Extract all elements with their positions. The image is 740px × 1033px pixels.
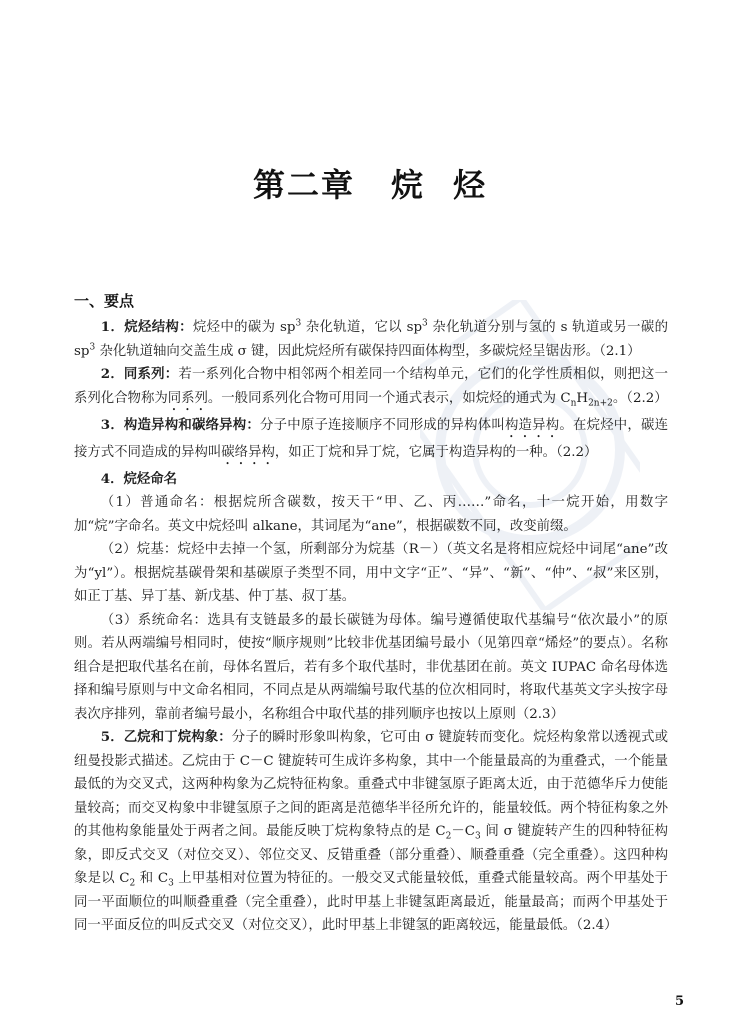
chapter-title-part2: 烷 — [390, 166, 425, 204]
subscript: 2n+2 — [588, 398, 613, 409]
term-heading: 2．同系列： — [100, 366, 179, 382]
text-run: －C — [451, 824, 475, 839]
text-run: ，如正丁烷和异丁烷，它属于构造异构的一种。（2.2） — [274, 444, 598, 460]
subscript: 2 — [445, 831, 452, 842]
paragraph-alkyl-groups: （2）烷基：烷烃中去掉一个氢，所剩部分为烷基（R－）（英文名是将相应烷烃中词尾“ane”改为“yl”）。根据烷基碳骨架和基碳原子类型不同，用中文字“正”、“异”、“新”、“仲”、“叔”来区别，如正丁基、异丁基、新戊基、仲丁基、叔丁基。 — [74, 542, 668, 604]
text-run: 烷烃中的碳为 sp — [192, 320, 296, 335]
paragraph-alkane-structure — [74, 316, 668, 363]
term-heading: 5．乙烷和丁烷构象： — [100, 729, 232, 745]
chapter-title-part1: 第二章 — [252, 166, 355, 204]
emphasized-term: 构造异构 — [504, 417, 560, 433]
paragraph-homologous-series — [74, 363, 668, 414]
paragraph-common-naming: （1）普通命名：根据烷所含碳数，按天干“甲、乙、丙……”命名，十一烷开始，用数字加“烷”字命名。英文中烷烃叫 alkane，其词尾为“ane”，根据碳数不同，改变前缀。 — [74, 495, 668, 534]
page-number: 5 — [674, 994, 684, 1009]
superscript: 3 — [89, 342, 96, 353]
emphasized-term: 同系列 — [167, 390, 208, 406]
text-run: 。（2.2） — [612, 390, 668, 406]
paragraph-structural-isomerism — [74, 414, 668, 468]
term-heading: 4．烷烃命名 — [100, 470, 178, 487]
superscript: 3 — [295, 318, 302, 329]
text-run: 杂化轨道，它以 sp — [301, 320, 423, 335]
paragraph-conformations — [74, 726, 668, 938]
subscript: 3 — [168, 878, 174, 889]
chapter-title-part3: 烃 — [453, 166, 488, 204]
subscript: n — [570, 398, 577, 409]
text-run: 间 σ 键旋转产生的四种特征构象，即反式交叉（对位交叉）、邻位交叉、反错重叠（部分重叠）、顺叠重叠（完全重叠）。这四种构象是以 C — [74, 824, 668, 886]
text-run: 分子的瞬时形象叫构象，它可由 σ 键旋转而变化。烷烃构象常以透视式或纽曼投影式描述。乙烷由于 C－C 键旋转可生成许多构象，其中一个能量最高的为重叠式，一个能量最低的为交叉式，这两种构象为乙烷特征构象。重叠式中非键氢原子距离太近，由于范德华斥力使能量较高；而交叉构象中非键氢原子之间的距离是范德华半径所允许的，能量较低。两个特征构象之外的其他构象能量处于两者之间。最能反映丁烷构象特点的是 C — [74, 730, 668, 839]
text-run: 杂化轨道分别与氢的 s 轨道或另一碳的 sp — [74, 320, 668, 359]
paragraph-nomenclature-heading — [74, 468, 668, 492]
text-run: 上甲基相对位置为特征的。一般交叉式能量较低，重叠式能量较高。两个甲基处于同一平面顺位的叫顺叠重叠（完全重叠），此时甲基上非键氢距离最近，能量最高；而两个甲基处于同一平面反位的叫反式交叉（对位交叉），此时甲基上非键氢的距离较远，能量最低。（2.4） — [74, 871, 668, 933]
superscript: 3 — [422, 318, 428, 329]
term-heading: 3．构造异构和碳络异构： — [100, 416, 261, 433]
text-run: 。一般同系列化合物可用同一个通式表示，如烷烃的通式为 C — [207, 390, 571, 406]
emphasized-term: 碳络异构 — [221, 444, 275, 460]
text-run: 若一系列化合物中相邻两个相差同一个结构单元，它们的化学性质相似，则把这一系列化合物称为 — [74, 367, 668, 406]
text-run: H — [576, 390, 589, 406]
text-run: 。在烷烃中，碳连接方式不同造成的异构叫 — [74, 417, 669, 460]
text-run: 和 C — [135, 871, 169, 886]
text-run: 杂化轨道轴向交盖生成 σ 键，因此烷烃所有碳保持四面体构型，多碳烷烃呈锯齿形。（2.1） — [95, 343, 641, 359]
paragraph-systematic-naming: （3）系统命名：选具有支链最多的最长碳链为母体。编号遵循使取代基编号“依次最小”的原则。若从两端编号相同时，使按“顺序规则”比较非优基团编号最小（见第四章“烯烃”的要点）。名称组合是把取代基名在前，母体名置后，若有多个取代基时，非优基团在前。英文 IUPAC 命名母体选择和编号原则与中文命名相同，不同点是从两端编号取代基的位次相同时，将取代基英文字头按字母表次序排列，靠前者编号最小，名称组合中取代基的排列顺序也按以上原则（2.3） — [74, 612, 668, 722]
body-text — [74, 316, 668, 938]
text-run: 分子中原子连接顺序不同形成的异构体叫 — [260, 417, 505, 433]
chapter-title — [0, 160, 740, 206]
section-heading: 一、要点 — [74, 292, 135, 310]
term-heading: 1．烷烃结构： — [100, 319, 193, 335]
subscript: 3 — [475, 831, 481, 842]
subscript: 2 — [129, 878, 136, 889]
